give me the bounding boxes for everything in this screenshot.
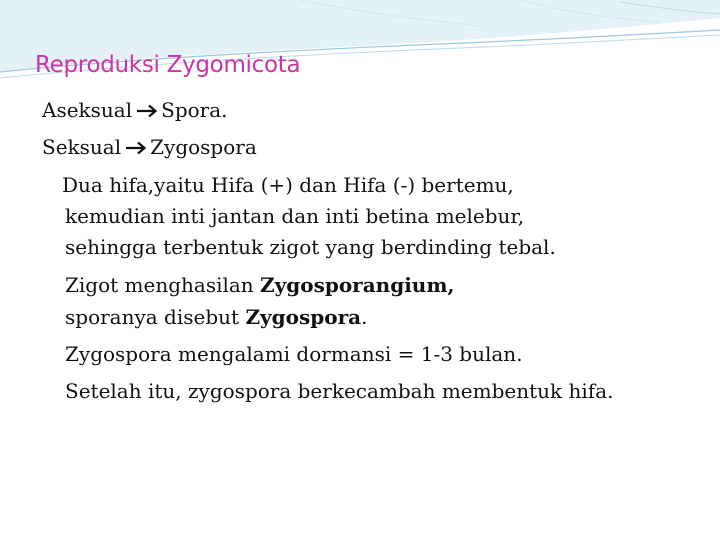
aseksual-term: Aseksual xyxy=(42,98,133,122)
para2-line2-period: . xyxy=(361,305,368,329)
para1-line2: kemudian inti jantan dan inti betina melebur, xyxy=(65,204,525,228)
para2-line1 xyxy=(65,273,454,297)
seksual-line xyxy=(42,135,257,159)
aseksual-line xyxy=(42,98,228,122)
decorative-header-waves xyxy=(0,0,720,95)
right-arrow-icon xyxy=(125,141,147,155)
right-arrow-icon xyxy=(136,104,158,118)
para2-line1-text: Zigot menghasilan xyxy=(65,273,261,297)
slide-title: Reproduksi Zygomicota xyxy=(35,52,301,78)
para1-line1: Dua hifa,yaitu Hifa (+) dan Hifa (-) bertemu, xyxy=(62,173,514,197)
para2-line2 xyxy=(65,305,367,329)
seksual-result: Zygospora xyxy=(150,135,257,159)
para4-line: Setelah itu, zygospora berkecambah membentuk hifa. xyxy=(65,379,614,403)
seksual-term: Seksual xyxy=(42,135,122,159)
zygosporangium-term: Zygosporangium, xyxy=(260,273,455,297)
aseksual-result: Spora. xyxy=(161,98,228,122)
zygospora-term: Zygospora xyxy=(245,305,362,329)
para1-line3: sehingga terbentuk zigot yang berdinding tebal. xyxy=(65,235,556,259)
para3-line: Zygospora mengalami dormansi = 1-3 bulan. xyxy=(65,342,523,366)
para2-line2-text: sporanya disebut xyxy=(65,305,246,329)
